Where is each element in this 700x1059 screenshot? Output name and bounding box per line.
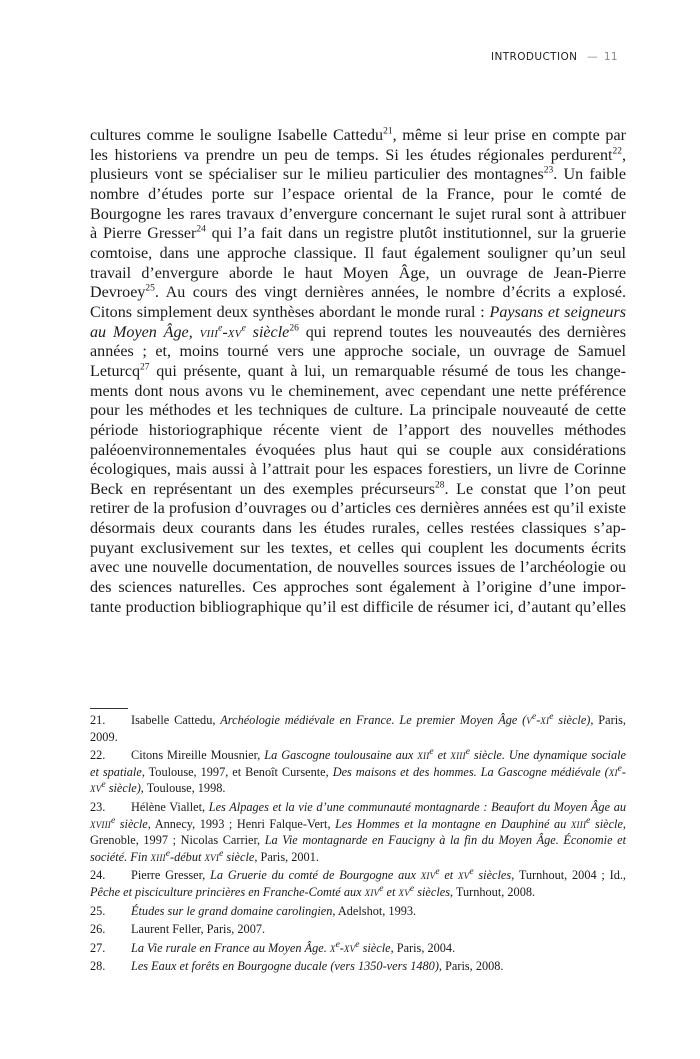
body-line: Bourgogne les rares travaux d’envergure concernant le sujet rural sont à attribuer bbox=[90, 205, 626, 223]
footnote-ref: 24 bbox=[196, 224, 206, 235]
body-line: au Moyen Âge, $viii^e-xv^e$ siècle$^{26}$ qui reprend toutes les nouveautés des dernières bbox=[90, 323, 626, 341]
body-line: Devroey$^{25}$. Au cours des vingt dernières années, le nombre d’écrits a explosé. bbox=[90, 283, 626, 302]
body-line: comtoise, dans une approche classique. Il faut également souligner qu’un seul bbox=[90, 244, 626, 262]
footnote-27: 27. La Vie rurale en France au Moyen Âge. $x^e-xv^e$ siècle, Paris, 2004. bbox=[90, 939, 456, 955]
footnote-ref: 28 bbox=[435, 480, 445, 491]
running-head bbox=[491, 51, 618, 63]
page-number: 11 bbox=[603, 51, 618, 63]
body-text bbox=[90, 126, 626, 617]
footnote-number: 24. bbox=[90, 868, 106, 883]
body-line: puyant exclusivement sur les textes, et celles qui couplent les documents écrits bbox=[90, 539, 626, 557]
footnote-number: 25. bbox=[90, 903, 106, 918]
body-line: retirer de la profusion d’ouvrages ou d’articles ces dernières années est qu’il existe bbox=[90, 500, 626, 518]
footnote-ref: 25 bbox=[145, 283, 155, 294]
body-line: avec une nouvelle documentation, de nouvelles sources issues de l’archéologie ou bbox=[90, 559, 626, 577]
body-line: années ; et, moins tourné vers une approche sociale, un ouvrage de Samuel bbox=[90, 343, 626, 361]
footnote-number: 27. bbox=[90, 940, 106, 955]
body-line: plusieurs vont se spécialiser sur le milieu particulier des montagnes$^{23}$. Un faible bbox=[90, 165, 626, 184]
body-line: tante production bibliographique qu’il est difficile de résumer ici, d’autant qu’elles bbox=[90, 598, 626, 616]
footnote-number: 23. bbox=[90, 799, 106, 814]
body-line: les historiens va prendre un peu de temps. Si les études régionales perdurent$^{22}$, bbox=[90, 146, 626, 164]
footnote-rule bbox=[90, 708, 128, 709]
body-line: paléoenvironnementales évoquées plus haut qui se couple aux considérations bbox=[90, 441, 626, 459]
body-line: désormais deux courants dans les études rurales, celles restées classiques s’ap- bbox=[90, 520, 626, 538]
header-separator: — bbox=[587, 51, 599, 63]
footnote-number: 26. bbox=[90, 922, 106, 937]
footnote-ref: 27 bbox=[140, 362, 150, 373]
footnote-21: 21. Isabelle Cattedu, Archéologie médiévale en France. Le premier Moyen Âge ($v^e-xi^e$ siècle), Paris, 2009. bbox=[90, 711, 626, 744]
body-line: cultures comme le souligne Isabelle Cattedu$^{21}$, même si leur prise en compte par bbox=[90, 126, 626, 144]
footnote-26: 26. Laurent Feller, Paris, 2007. bbox=[90, 922, 266, 937]
footnote-22: 22. Citons Mireille Mousnier, La Gascogne toulousaine aux xii$^e$ et xiii$^e$ siècle. Une dynamique sociale et spatiale, Toulouse, 1997, et Benoît Cursente, Des maisons et des hommes. La Gascogne médiévale ($xi^e-xv^e$ siècle), Toulouse, 1998. bbox=[90, 747, 626, 796]
footnote-number: 28. bbox=[90, 959, 106, 974]
footnote-28: 28. Les Eaux et forêts en Bourgogne ducale (vers 1350-vers 1480), Paris, 2008. bbox=[90, 959, 504, 974]
section-title: INTRODUCTION bbox=[490, 51, 578, 63]
body-line: travail d’envergure aborde le haut Moyen Âge, un ouvrage de Jean-Pierre bbox=[90, 264, 626, 282]
footnotes bbox=[90, 712, 626, 977]
body-line: période historiographique récente vient de l’apport des nouvelles méthodes bbox=[90, 421, 626, 439]
book-title: Paysans et seigneurs bbox=[489, 303, 626, 321]
body-line: Citons simplement deux synthèses abordant le monde rural : Paysans et seigneurs bbox=[90, 303, 626, 321]
footnote-number: 22. bbox=[90, 748, 106, 763]
body-line: Beck en représentant un des exemples précurseurs$^{28}$. Le constat que l’on peut bbox=[90, 480, 626, 498]
body-line: ments dont nous avons vu le cheminement, avec cependant une nette préférence bbox=[90, 382, 626, 400]
footnote-24: 24. Pierre Gresser, La Gruerie du comté de Bourgogne aux xiv$^e$ et $xv^e$ siècles, Turnhout, 2004 ; Id., Pêche et pisciculture princières en Franche-Comté aux xiv$^e$ et $xv^e$ siècles, Turnhout, 2008. bbox=[90, 867, 626, 899]
body-line: pour les méthodes et les techniques de culture. La principale nouveauté de cette bbox=[90, 402, 626, 420]
body-line: des sciences naturelles. Ces approches sont également à l’origine d’une impor- bbox=[90, 579, 626, 597]
body-line: Leturcq$^{27}$ qui présente, quant à lui, un remarquable résumé de tous les change- bbox=[90, 362, 626, 380]
footnote-23: 23. Hélène Viallet, Les Alpages et la vie d’une communauté montagnarde : Beaufort du Moyen Âge au xviii$^e$ siècle, Annecy, 1993 ; Henri Falque-Vert, Les Hommes et la montagne en Dauphiné au xiii$^e$ siècle, Grenoble, 1997 ; Nicolas Carrier, La Vie montagnarde en Faucigny à la fin du Moyen Âge. Économie et société. Fin xiii$^e$-début xvi$^e$ siècle, Paris, 2001. bbox=[90, 799, 627, 864]
footnote-ref: 22 bbox=[612, 146, 622, 157]
footnote-number: 21. bbox=[90, 713, 106, 727]
footnote-25: 25. Études sur le grand domaine carolingien, Adelshot, 1993. bbox=[90, 903, 417, 918]
footnote-ref: 23 bbox=[543, 165, 554, 176]
body-line: à Pierre Gresser$^{24}$ qui l’a fait dans un registre plutôt institutionnel, sur la gruerie bbox=[90, 224, 626, 243]
body-line: écologiques, mais aussi à l’attrait pour les espaces forestiers, un livre de Corinne bbox=[90, 461, 626, 479]
footnote-ref: 26 bbox=[289, 323, 299, 334]
body-line: nombre d’études porte sur l’espace oriental de la France, pour le comté de bbox=[90, 185, 626, 203]
footnote-ref: 21 bbox=[383, 126, 393, 137]
